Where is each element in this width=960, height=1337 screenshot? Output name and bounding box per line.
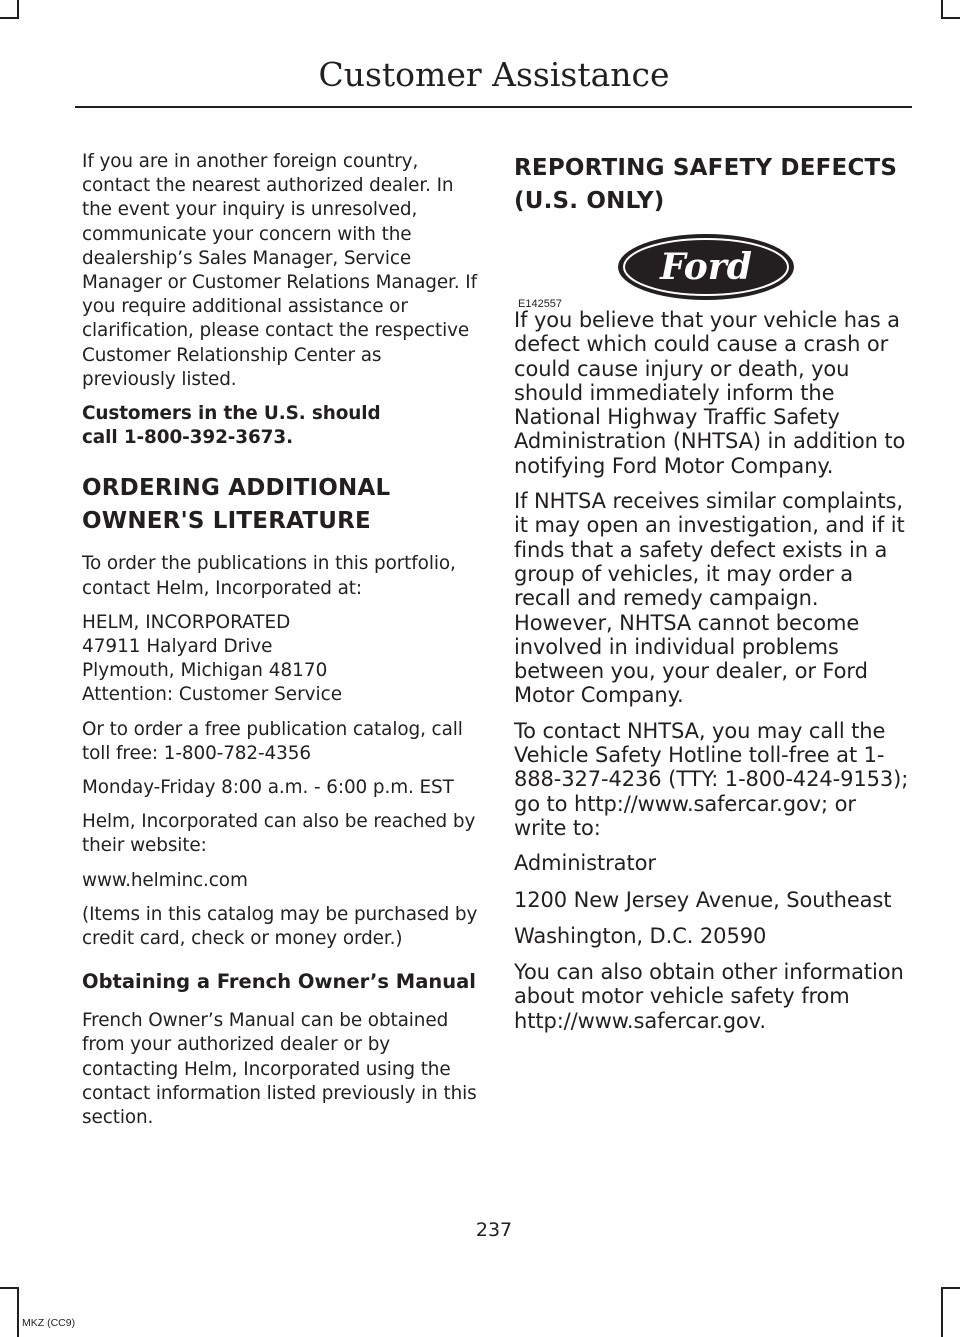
ford-oval-logo-icon [616,232,796,302]
ordering-heading-line2: OWNER'S LITERATURE [82,508,371,535]
crop-mark [0,17,19,19]
french-manual-heading: Obtaining a French Owner’s Manual [82,970,476,994]
safety-heading-line1: REPORTING SAFETY DEFECTS [514,155,898,181]
intro-paragraph: If you are in another foreign country, contact the nearest authorized dealer. In the event your inquiry is unresolved, communicate your concern with the dealership’s Sales Manager, Service Manager or Customer Relations Manager. If you require additional assistance or clarification, please contact the respective Customer Relationship Center as previously listed. [82,151,478,390]
page-number: 237 [475,1219,513,1241]
ordering-heading [82,472,478,538]
hours-text: Monday-Friday 8:00 a.m. - 6:00 p.m. EST [82,777,454,799]
header-rule [75,106,912,108]
nhtsa-address-line1: Administrator [514,851,656,876]
helm-address [82,611,478,708]
website-text: Helm, Incorporated can also be reached by their website: [82,811,476,857]
crop-mark [941,17,960,19]
ford-logo-text: Ford [660,246,752,288]
nhtsa-address-line2: 1200 New Jersey Avenue, Southeast [514,887,892,912]
items-note: (Items in this catalog may be purchased by credit card, check or money order.) [82,903,478,950]
safety-heading-line2: (U.S. ONLY) [514,188,665,214]
safety-para-3: To contact NHTSA, you may call the Vehicle Safety Hotline toll-free at 1-888-327-4236 (TTY: 1-800-424-9153); go to http://www.safercar.gov; or write to: [514,718,909,840]
crop-mark [17,0,19,17]
address-line: HELM, INCORPORATED [82,611,291,633]
address-line: Plymouth, Michigan 48170 [82,660,328,682]
safety-para-1: If you believe that your vehicle has a defect which could cause a crash or could cause injury or death, you should immediately inform the National Highway Traffic Safety Administration (NHTSA) in addition to notifying Ford Motor Company. [514,308,906,478]
ordering-heading-line1: ORDERING ADDITIONAL [82,475,391,502]
figure-code: E142557 [518,298,563,310]
french-manual-text: French Owner’s Manual can be obtained from your authorized dealer or by contacting Helm, Incorporated using the contact information listed previously in this section. [82,1010,477,1129]
safety-para-4: You can also obtain other information about motor vehicle safety from http://www.safercar.gov. [514,960,904,1033]
page-header-title: Customer Assistance [318,55,670,94]
safety-para-2: If NHTSA receives similar complaints, it may open an investigation, and if it finds that a safety defect exists in a group of vehicles, it may order a recall and remedy campaign. However, NHTSA cannot become involved in individual problems between you, your dealer, or Ford Motor Company. [514,489,905,708]
right-column [514,152,910,1044]
catalog-text: Or to order a free publication catalog, call toll free: 1-800-782-4356 [82,718,463,764]
crop-mark [941,0,943,17]
us-call-note: Customers in the U.S. should call 1-800-392-3673. [82,403,381,449]
address-line: Attention: Customer Service [82,684,343,706]
nhtsa-address-line3: Washington, D.C. 20590 [514,923,767,948]
left-column [82,150,478,1140]
crop-mark [941,1287,960,1289]
order-text: To order the publications in this portfolio, contact Helm, Incorporated at: [82,553,456,599]
crop-mark [17,1289,19,1337]
address-line: 47911 Halyard Drive [82,636,273,658]
website-link[interactable]: www.helminc.com [82,869,248,891]
crop-mark [941,1289,943,1337]
ford-logo-figure [514,138,910,308]
model-code: MKZ (CC9) [22,1317,76,1329]
